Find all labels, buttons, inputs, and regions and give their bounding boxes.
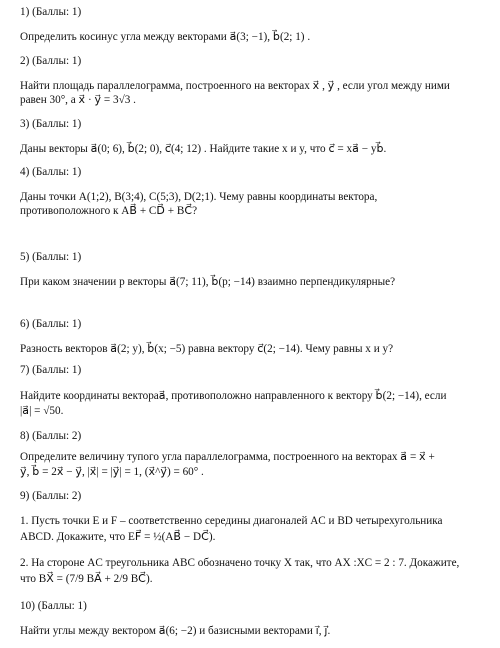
task-5-header: 5) (Баллы: 1) <box>20 251 82 263</box>
task-7-text-line-2: |a⃗| = √50. <box>20 405 64 417</box>
task-9-part-1-line-1: 1. Пусть точки E и F – соответственно середины диагоналей AC и BD четырехугольника <box>20 515 443 527</box>
task-6-header: 6) (Баллы: 1) <box>20 318 82 330</box>
task-7-header: 7) (Баллы: 1) <box>20 364 82 376</box>
task-1-header: 1) (Баллы: 1) <box>20 6 82 18</box>
task-4-text-line-1: Даны точки A(1;2), B(3;4), C(5;3), D(2;1). Чему равны координаты вектора, <box>20 191 378 203</box>
task-10-text: Найти углы между вектором a⃗(6; −2) и базисными векторами i⃗, j⃗. <box>20 625 331 637</box>
task-8-text-line-1: Определите величину тупого угла параллелограмма, построенного на векторах a⃗ = x⃗ + <box>20 451 435 463</box>
task-8-text-line-2: y⃗, b⃗ = 2x⃗ − y⃗, |x⃗| = |y⃗| = 1, (x⃗^y⃗) = 60° . <box>20 466 204 478</box>
task-9-header: 9) (Баллы: 2) <box>20 490 82 502</box>
task-3-text: Даны векторы a⃗(0; 6), b⃗(2; 0), c⃗(4; 12) . Найдите такие x и y, что c⃗ = xa⃗ − yb⃗. <box>20 143 387 155</box>
task-10-header: 10) (Баллы: 1) <box>20 600 87 612</box>
task-2-header: 2) (Баллы: 1) <box>20 55 82 67</box>
task-5-text: При каком значении p векторы a⃗(7; 11), b⃗(p; −14) взаимно перпендикулярные? <box>20 276 396 288</box>
task-3-header: 3) (Баллы: 1) <box>20 118 82 130</box>
task-4-header: 4) (Баллы: 1) <box>20 166 82 178</box>
task-2-text-line-1: Найти площадь параллелограмма, построенного на векторах x⃗ , y⃗ , если угол между ними <box>20 80 450 92</box>
task-1-text: Определить косинус угла между векторами a⃗(3; −1), b⃗(2; 1) . <box>20 31 311 43</box>
task-6-text: Разность векторов a⃗(2; y), b⃗(x; −5) равна вектору c⃗(2; −14). Чему равны x и y? <box>20 343 394 355</box>
task-2-text-line-2: равен 30°, а x⃗ · y⃗ = 3√3 . <box>20 94 136 106</box>
task-7-text-line-1: Найдите координаты вектораa⃗, противоположно направленного к вектору b⃗(2; −14), если <box>20 390 447 402</box>
task-8-header: 8) (Баллы: 2) <box>20 430 82 442</box>
task-4-text-line-2: противоположного к AB⃗ + CD⃗ + BC⃗? <box>20 205 198 217</box>
task-9-part-1-line-2: ABCD. Докажите, что EF⃗ = ½(AB⃗ − DC⃗). <box>20 531 216 543</box>
task-9-part-2-line-1: 2. На стороне AC треугольника ABC обозначено точку X так, что AX :XC = 2 : 7. Докажите, <box>20 557 460 569</box>
task-9-part-2-line-2: что BX⃗ = (7/9 BA⃗ + 2/9 BC⃗). <box>20 573 153 585</box>
